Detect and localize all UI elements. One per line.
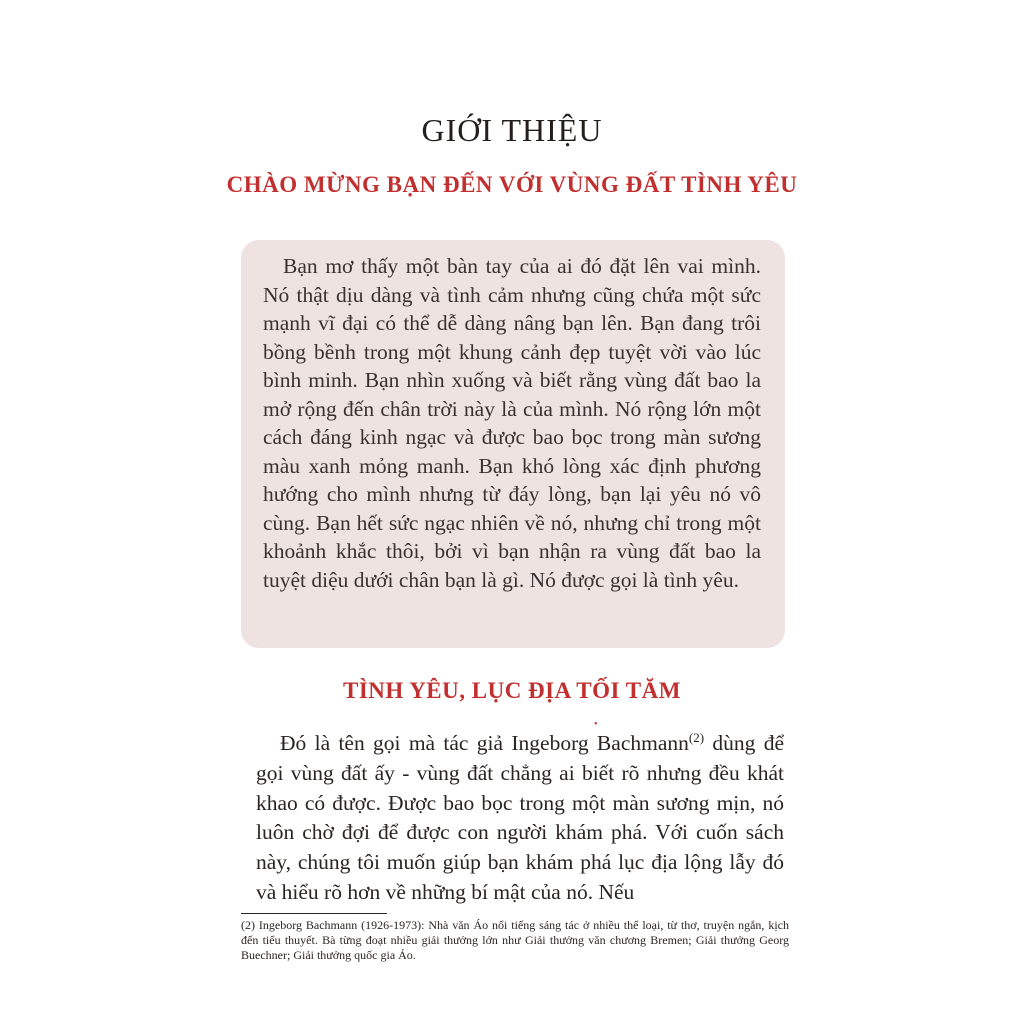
intro-quote-box (241, 240, 785, 648)
intro-quote-text: Bạn mơ thấy một bàn tay của ai đó đặt lên vai mình. Nó thật dịu dàng và tình cảm nhưng cũng chứa một sức mạnh vĩ đại có thể dễ dàng nâng bạn lên. Bạn đang trôi bồng bềnh trong một khung cảnh đẹp tuyệt vời vào lúc bình minh. Bạn nhìn xuống và biết rằng vùng đất bao la mở rộng đến chân trời này là của mình. Nó rộng lớn một cách đáng kinh ngạc và được bao bọc trong màn sương màu xanh mỏng manh. Bạn khó lòng xác định phương hướng cho mình nhưng từ đáy lòng, bạn lại yêu nó vô cùng. Bạn hết sức ngạc nhiên về nó, nhưng chỉ trong một khoảnh khắc thôi, bởi vì bạn nhận ra vùng đất bao la tuyệt diệu dưới chân bạn là gì. Nó được gọi là tình yêu. (263, 254, 761, 592)
page-title: GIỚI THIỆU (421, 112, 603, 148)
footnote-divider (241, 913, 387, 914)
section-heading-welcome: CHÀO MỪNG BẠN ĐẾN VỚI VÙNG ĐẤT TÌNH YÊU (226, 172, 798, 197)
body-paragraph (256, 729, 784, 908)
footnote-reference: (2) (688, 729, 705, 745)
body-text-rest: dùng để gọi vùng đất ấy - vùng đất chẳng ai biết rõ nhưng đều khát khao có được. Được bao bọc trong một màn sương mịn, nó luôn chờ đợi để được con người khám phá. Với cuốn sách này, chúng tôi muốn giúp bạn khám phá lục địa lộng lẫy đó và hiểu rõ hơn về những bí mật của nó. Nếu (256, 731, 785, 904)
body-text-start: Đó là tên gọi mà tác giả Ingeborg Bachmann (280, 731, 689, 755)
decorative-mark: • (594, 719, 598, 730)
footnote: (2) Ingeborg Bachmann (1926-1973): Nhà văn Áo nổi tiếng sáng tác ở nhiều thể loại, từ thơ, truyện ngắn, kịch đến tiểu thuyết. Bà từng đoạt nhiều giải thưởng lớn như Giải thưởng văn chương Bremen; Giải thưởng Georg Buechner; Giải thưởng quốc gia Áo. (241, 918, 789, 962)
section-heading-dark-continent: TÌNH YÊU, LỤC ĐỊA TỐI TĂM (343, 678, 681, 703)
